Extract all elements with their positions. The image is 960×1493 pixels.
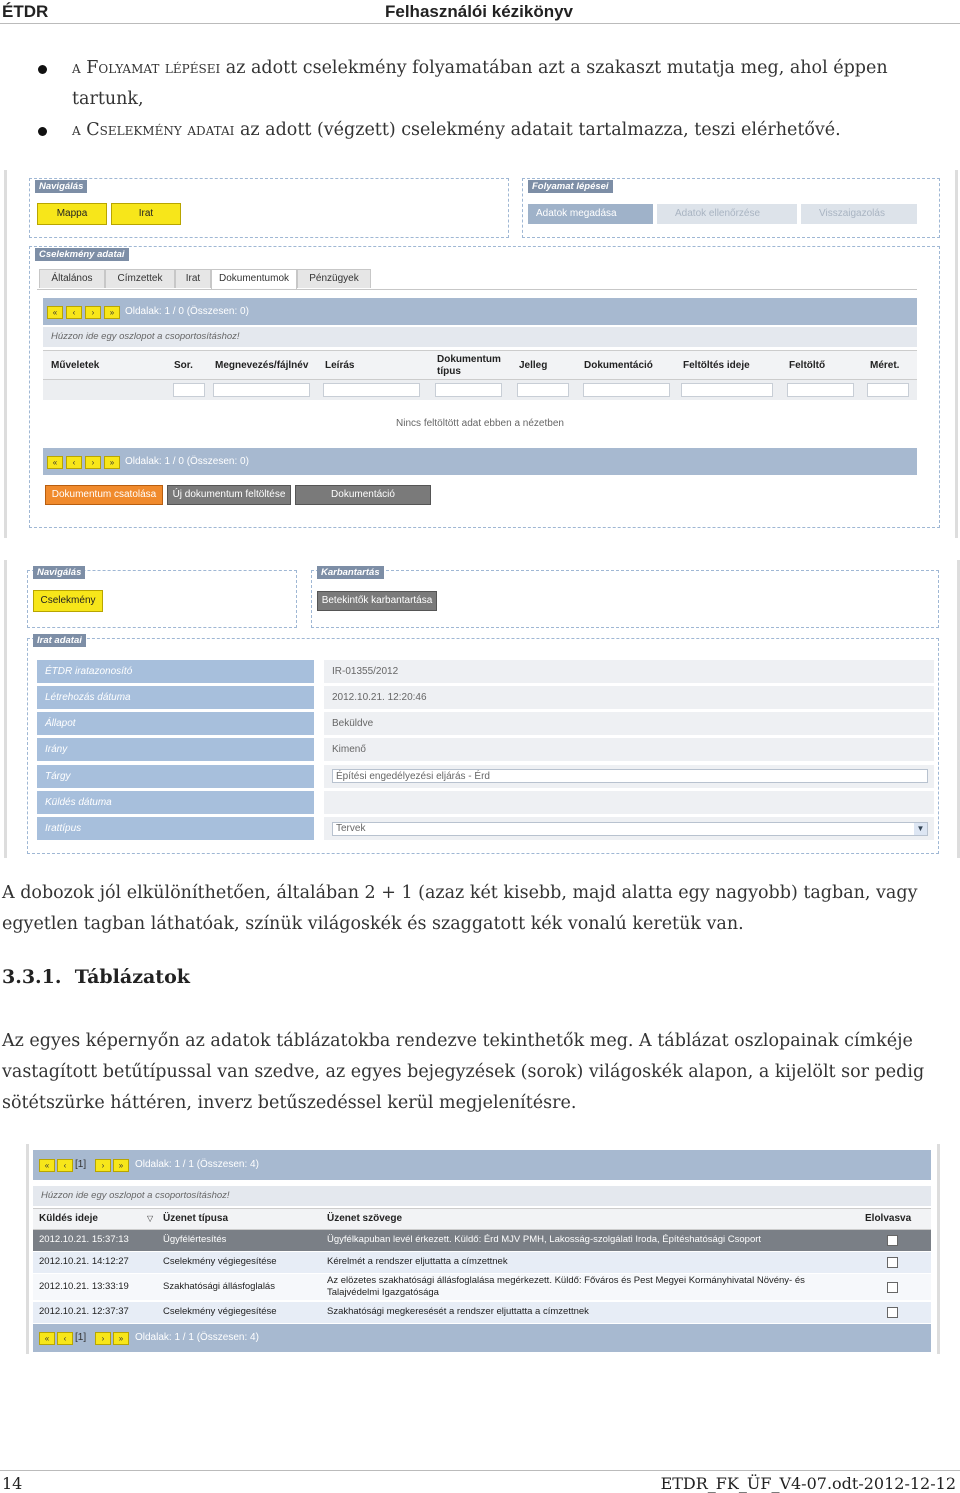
prev-page-button[interactable]: ‹ [66,306,82,319]
row-type: Ügyfélértesítés [163,1234,227,1245]
document-id: ETDR_FK_ÜF_V4-07.odt-2012-12-12 [660,1474,956,1493]
sort-desc-icon[interactable]: ▽ [147,1214,154,1223]
filter-seq[interactable] [173,383,205,397]
first-page-button[interactable]: « [39,1332,55,1345]
row-text: Ügyfélkapuban levél érkezett. Küldő: Érd MJV PMH, Lakosság-szolgálati Iroda, Építéshatósági Csoport [327,1234,762,1245]
current-page[interactable]: [1] [75,1332,87,1343]
field-label: Állapot [37,712,314,735]
tab-finances[interactable]: Pénzügyek [297,269,371,288]
attach-document-button[interactable]: Dokumentum csatolása [45,485,163,505]
first-page-button[interactable]: « [47,456,63,469]
col-message-type[interactable]: Üzenet típusa [163,1213,229,1224]
tab-documents[interactable]: Dokumentumok [211,269,297,289]
paragraph-tables: Az egyes képernyőn az adatok táblázatokba rendezve tekinthetők meg. A táblázat oszlopainak címkéje vastagított betűtípussal van szedve, az egyes bejegyzések (sorok) világoskék alapon, a kijelölt sor pedig sötétszürke háttéren, inverz betűszedéssel kerül megjelenítésre. [2,1031,925,1113]
pager-text: Oldalak: 1 / 1 (Összesen: 4) [135,1159,259,1170]
pager-text: Oldalak: 1 / 1 (Összesen: 4) [135,1332,259,1343]
read-checkbox[interactable] [887,1307,898,1318]
field-label: Tárgy [37,765,314,788]
footer-rule [0,1470,960,1471]
bullet-item-1: a Folyamat lépései az adott cselekmény folyamatában azt a szakaszt mutatja meg, ahol éppen tartunk, [72,58,888,109]
navigation-tag: Navigálás [33,566,85,579]
header-title: Felhasználói kézikönyv [385,2,574,21]
row-date: 2012.10.21. 13:33:19 [39,1281,129,1292]
pager-top [43,298,917,325]
field-label: Irattípus [37,817,314,840]
row-date: 2012.10.21. 12:37:37 [39,1306,129,1317]
section-number: 3.3.1. [2,966,62,988]
field-label: ÉTDR iratazonosító [37,660,314,683]
table-header [43,350,917,380]
action-button[interactable]: Cselekmény [33,590,103,612]
last-page-button[interactable]: » [113,1159,129,1172]
read-checkbox[interactable] [887,1282,898,1293]
table-header [33,1208,931,1230]
tab-recipients[interactable]: Címzettek [105,269,175,288]
field-value: 2012.10.21. 12:20:46 [324,686,934,709]
field-value-container [324,817,934,840]
table-row[interactable] [33,1274,931,1300]
section-title: Táblázatok [74,966,190,988]
filter-uploader[interactable] [787,383,854,397]
field-value [324,791,934,814]
field-value: Beküldve [324,712,934,735]
row-text: Szakhatósági megkeresését a rendszer eljuttatta a címzettnek [327,1306,589,1317]
col-size[interactable]: Méret. [870,360,900,371]
last-page-button[interactable]: » [104,456,120,469]
field-value: Kimenő [324,738,934,761]
pager-bottom [33,1324,931,1352]
col-read[interactable]: Elolvasva [865,1213,912,1224]
bullet-dot [38,127,47,136]
read-checkbox[interactable] [887,1235,898,1246]
action-data-tag: Cselekmény adatai [35,248,129,261]
row-date: 2012.10.21. 14:12:27 [39,1256,129,1267]
next-page-button[interactable]: › [95,1332,111,1345]
col-uploader[interactable]: Feltöltő [789,360,826,371]
tab-general[interactable]: Általános [39,269,105,288]
field-value-container [324,765,934,788]
field-label: Létrehozás dátuma [37,686,314,709]
tab-strip [37,269,917,290]
row-text-cont: Talajvédelmi Igazgatósága [327,1287,439,1298]
first-page-button[interactable]: « [39,1159,55,1172]
field-label: Irány [37,738,314,761]
step-2: Adatok ellenőrzése [657,204,797,224]
prev-page-button[interactable]: ‹ [57,1332,73,1345]
chevron-down-icon[interactable]: ▼ [914,823,927,835]
compile-documentation-button[interactable]: Dokumentáció összeszerkesztése [295,485,431,505]
process-steps-tag: Folyamat lépései [528,180,613,193]
row-type: Szakhatósági állásfoglalás [163,1281,275,1292]
filter-name[interactable] [213,383,310,397]
step-3: Visszaigazolás [801,204,917,224]
col-description[interactable]: Leírás [325,360,355,371]
table-row[interactable] [33,1302,931,1323]
screenshot-document-step [4,170,958,538]
col-doc-type[interactable]: Dokumentum típus [437,354,501,377]
screenshot-messages-table [26,1144,940,1354]
prev-page-button[interactable]: ‹ [57,1159,73,1172]
next-page-button[interactable]: › [95,1159,111,1172]
first-page-button[interactable]: « [47,306,63,319]
document-data-tag: Irat adatai [33,634,86,647]
read-checkbox[interactable] [887,1257,898,1268]
field-value: IR-01355/2012 [324,660,934,683]
page-number: 14 [2,1474,23,1493]
current-page[interactable]: [1] [75,1159,87,1170]
pager-text: Oldalak: 1 / 0 (Összesen: 0) [125,306,249,317]
col-upload-time[interactable]: Feltöltés ideje [683,360,750,371]
row-text: Az elözetes szakhatósági állásfoglalása megérkezett. Küldő: Főváros és Pest Megyei Kormányhivatal Növény- és [327,1275,805,1286]
bullet-item-2: a Cselekmény adatai az adott (végzett) cselekmény adatait tartalmazza, teszi elérhetővé. [72,120,841,140]
document-button[interactable]: Irat [111,203,181,225]
header-left: ÉTDR [2,2,49,21]
filter-doc-type[interactable] [435,383,502,397]
document-type-value: Tervek [336,823,366,834]
table-row[interactable] [33,1252,931,1273]
filter-documentation[interactable] [583,383,670,397]
filter-upload-time[interactable] [681,383,773,397]
section-heading [2,966,190,988]
empty-message: Nincs feltöltött adat ebben a nézetben [396,418,564,429]
header-rule [0,23,960,24]
row-type: Cselekmény végiegesítése [163,1306,277,1317]
col-nature[interactable]: Jelleg [519,360,548,371]
filter-description[interactable] [323,383,420,397]
pager-bottom [43,448,917,475]
col-documentation[interactable]: Dokumentáció [584,360,653,371]
col-actions[interactable]: Műveletek [51,360,100,371]
next-page-button[interactable]: › [85,456,101,469]
col-name[interactable]: Megnevezés/fájlnév [215,360,309,371]
group-hint: Húzzon ide egy oszlopot a csoportosításhoz! [33,1186,931,1206]
upload-document-button[interactable]: Új dokumentum feltöltése [167,485,291,505]
step-1: Adatok megadása [528,204,653,224]
maintenance-tag: Karbantartás [317,566,384,579]
navigation-tag: Navigálás [35,180,87,193]
folder-button[interactable]: Mappa [37,203,107,225]
col-seq[interactable]: Sor. [174,360,193,371]
next-page-button[interactable]: › [85,306,101,319]
last-page-button[interactable]: » [104,306,120,319]
row-date: 2012.10.21. 15:37:13 [39,1234,129,1245]
col-send-date[interactable]: Küldés ideje [39,1213,98,1224]
row-type: Cselekmény végiegesítése [163,1256,277,1267]
filter-row [43,380,917,400]
prev-page-button[interactable]: ‹ [66,456,82,469]
row-text: Kérelmét a rendszer eljuttatta a címzettnek [327,1256,508,1267]
pager-text: Oldalak: 1 / 0 (Összesen: 0) [125,456,249,467]
table-row-selected[interactable] [33,1230,931,1251]
tab-document[interactable]: Irat [175,269,211,288]
filter-nature[interactable] [517,383,569,397]
screenshot-document-data [4,560,960,858]
col-message-text[interactable]: Üzenet szövege [327,1213,403,1224]
viewers-maintenance-button[interactable]: Betekintők karbantartása [317,591,437,611]
filter-size[interactable] [867,383,909,397]
paragraph-boxes: A dobozok jól elkülöníthetően, általában 2 + 1 (azaz két kisebb, majd alatta egy nagyobb) tagban, vagy egyetlen tagban láthatóak, színük világoskék és szaggatott kék vonalú keretük van. [2,883,918,934]
field-label: Küldés dátuma [37,791,314,814]
group-hint: Húzzon ide egy oszlopot a csoportosításhoz! [43,327,917,347]
last-page-button[interactable]: » [113,1332,129,1345]
subject-input[interactable]: Építési engedélyezési eljárás - Érd [332,769,928,783]
bullet-dot [38,65,47,74]
document-type-select[interactable] [332,822,928,836]
pager-top [33,1150,931,1180]
